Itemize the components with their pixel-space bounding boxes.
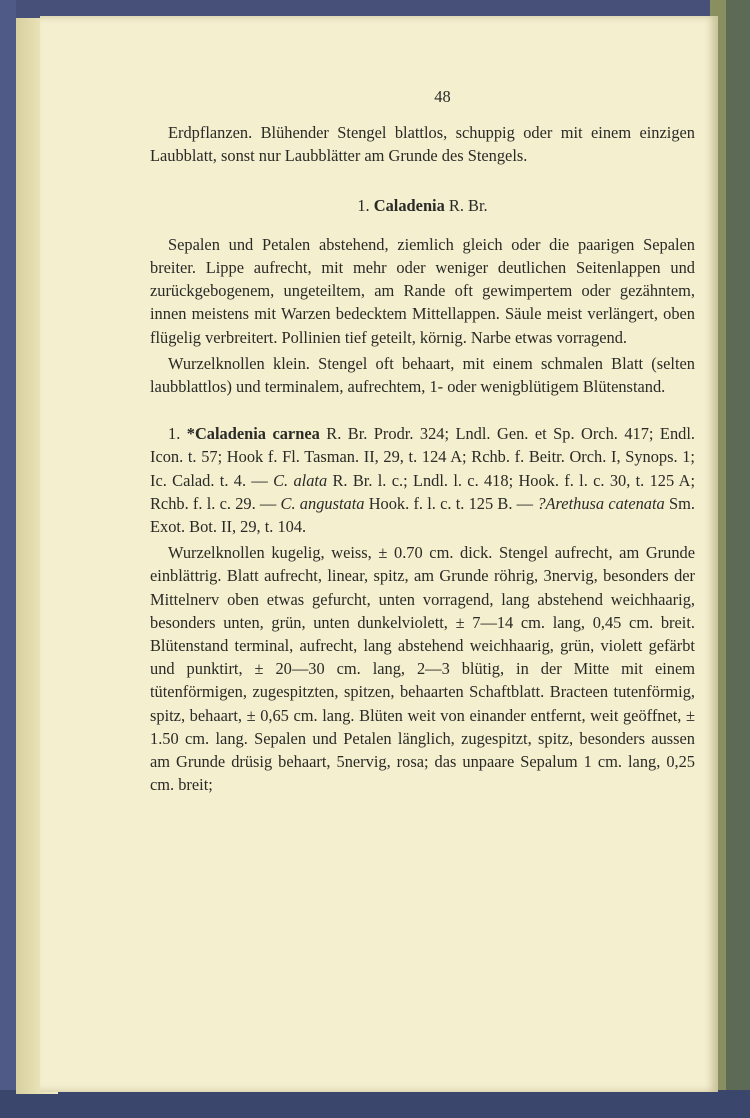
genus-heading-name: Caladenia bbox=[373, 195, 445, 215]
synonym-2: C. angustata bbox=[280, 493, 365, 513]
species-refs-3: Hook. f. l. c. t. 125 B. — bbox=[368, 493, 534, 513]
species-name: *Caladenia carnea bbox=[186, 424, 320, 444]
page-number: 48 bbox=[434, 87, 451, 106]
species-synonymy bbox=[150, 422, 695, 538]
synonym-1: C. alata bbox=[273, 470, 328, 490]
species-refs-1: R. Br. Prodr. 324; Lndl. Gen. et Sp. Orch. 417; Endl. Icon. t. 57; Hook f. Fl. Tasman. II, 29, t. 124 A; Rchb. f. Beitr. Orch. I, Synops. 1; Ic. Calad. t. 4. — bbox=[150, 424, 695, 490]
genus-habit: Wurzelknollen klein. Stengel oft behaart, mit einem schmalen Blatt (selten laubblattlos) und terminalem, aufrechtem, 1- oder wenigblütigem Blütenstand. bbox=[150, 353, 695, 397]
genus-description: Sepalen und Petalen abstehend, ziemlich gleich oder die paarigen Sepalen breiter. Lippe aufrecht, mit mehr oder weniger deutlichen Seitenlappen und zurückgebogenem, ungeteiltem, am Rande oft gewimpertem oder gezähntem, innen meistens mit Warzen bedecktem Mittellappen. Säule meist verlängert, oben flügelig verbreitert. Pollinien tief geteilt, körnig. Narbe etwas vorragend. bbox=[150, 234, 695, 347]
book-cover-bottom bbox=[0, 1090, 750, 1118]
page-text bbox=[150, 85, 695, 796]
genus-heading bbox=[150, 194, 695, 217]
genus-heading-author: R. Br. bbox=[448, 195, 488, 215]
synonym-3: ?Arethusa catenata bbox=[537, 493, 665, 513]
intro-paragraph: Erdpflanzen. Blühender Stengel blattlos, schuppig oder mit einem einzigen Laubblatt, sonst nur Laubblätter am Grunde des Stengels. bbox=[150, 123, 695, 166]
species-refs-2: R. Br. l. c.; Lndl. l. c. 418; Hook. f. l. c. 30, t. 125 A; Rchb. f. l. c. 29. — bbox=[150, 470, 695, 513]
species-number: 1. bbox=[168, 424, 181, 444]
species-description: Wurzelknollen kugelig, weiss, ± 0.70 cm. dick. Stengel aufrecht, am Grunde einblättrig. Blatt aufrecht, linear, spitz, am Grunde röhrig, 3nervig, besonders der Mittelnerv oben etwas gefurcht, unten vorragend, lang abstehend weichhaarig, besonders unten, grün, unten dunkelviolett, ± 7—14 cm. lang, 0,45 cm. breit. Blütenstand terminal, aufrecht, lang abstehend weichhaarig, grün, violett gefärbt und punktirt, ± 20—30 cm. lang, 2—3 blütig, in der Mitte mit einem tütenförmigen, zugespitzten, spitzen, behaarten Schaftblatt. Bracteen tutenförmig, spitz, behaart, ± 0,65 cm. lang. Blüten weit von einander entfernt, weit geöffnet, ± 1.50 cm. lang. Sepalen und Petalen länglich, zugespitzt, spitz, besonders aussen am Grunde drüsig behaart, 5nervig, rosa; das unpaare Sepalum 1 cm. lang, 0,25 cm. breit; bbox=[150, 543, 695, 795]
genus-heading-number: 1. bbox=[357, 195, 370, 215]
species-refs-4: Sm. Exot. Bot. II, 29, t. 104. bbox=[150, 493, 695, 537]
book-cover-left bbox=[0, 0, 16, 1118]
